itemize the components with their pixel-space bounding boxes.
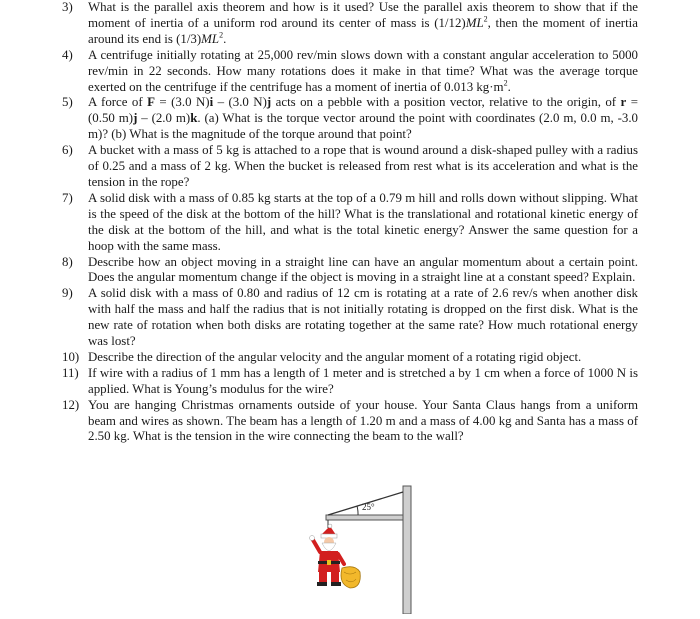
problem-text-segment: 2	[219, 30, 224, 40]
problem-text	[88, 0, 638, 46]
problem-text	[88, 350, 581, 364]
problem-item	[62, 255, 638, 287]
problem-number: 9)	[62, 286, 73, 301]
problem-item	[62, 143, 638, 191]
problem-text-segment: .	[507, 79, 511, 94]
problem-text-segment: i	[209, 95, 214, 110]
problem-number: 6)	[62, 143, 73, 158]
problem-text-segment: acts on a pebble with a position vector, relative to the origin, of	[271, 95, 621, 110]
problem-text	[88, 48, 638, 94]
problem-text	[88, 286, 638, 348]
problem-text	[88, 191, 638, 253]
problem-text-segment: .	[223, 31, 227, 46]
problem-text-segment: j	[266, 95, 272, 110]
problem-text-segment: A force of	[88, 95, 148, 110]
problem-text-segment: j	[133, 111, 138, 126]
problem-text-segment: What is the parallel axis theorem and how is it used? Use the parallel axis theorem to show that if the moment of inertia of a uniform rod around its center of mass is (1/12)	[88, 0, 638, 30]
problem-item	[62, 0, 638, 48]
problem-text-segment: 2	[483, 14, 488, 24]
problem-list	[62, 0, 638, 445]
problem-number: 11)	[62, 365, 79, 380]
problem-text-segment: k	[190, 111, 198, 126]
problem-number: 5)	[62, 95, 73, 110]
gift-sack	[341, 567, 360, 588]
problem-text-segment: F	[147, 95, 155, 110]
problem-text-segment: – (3.0 N)	[213, 95, 267, 110]
problem-item	[62, 350, 638, 366]
problem-text	[88, 366, 638, 396]
wall	[403, 486, 411, 614]
problem-item	[62, 366, 638, 398]
problem-text-segment: Describe how an object moving in a straight line can have an angular momentum about a certain point. Does the angular momentum change if the object is moving in a straight line at a constant speed? Explain.	[88, 254, 638, 285]
problem-text-segment: A solid disk with a mass of 0.80 and radius of 12 cm is rotating at a rate of 2.6 rev/s when another disk with half the mass and half the radius that is not initially rotating is dropped on the first disk. What is the new rate of rotation when both disks are rotating together at the same rate? How much rotational energy was lost?	[88, 286, 638, 349]
problem-text-segment: ML	[201, 31, 220, 46]
angle-label: 25°	[362, 502, 375, 512]
problem-text-segment: A centrifuge initially rotating at 25,000 rev/min slows down with a constant angular acceleration to 5000 rev/min in 22 seconds. How many rotations does it make in that time? What was the average torque exerted on the centrifuge if the centrifuge has a moment of inertia of 0.013 kg·m	[88, 47, 638, 94]
problem-text-segment: A solid disk with a mass of 0.85 kg starts at the top of a 0.79 m hill and rolls down without slipping. What is the speed of the disk at the bottom of the hill? What is the translational and rotational kinetic energy of the disk at the bottom of the hill, and what is the total kinetic energy? Answer the same question for a hoop with the same mass.	[88, 190, 638, 253]
problem-text-segment: . (a) What is the torque vector around the point with coordinates (2.0 m, 0.0 m, -3.0 m)? (b) What is the magnitude of the torque around that point?	[88, 111, 638, 142]
problem-text-segment: 2	[503, 78, 508, 88]
problem-text-segment: A bucket with a mass of 5 kg is attached to a rope that is wound around a disk-shaped pulley with a radius of 0.25 and a mass of 2 kg. When the bucket is released from rest what is its acceleration and what is the tension in the rope?	[88, 143, 638, 189]
problem-number: 3)	[62, 0, 73, 14]
problem-text-segment: ML	[465, 15, 484, 30]
problem-text-segment: r	[620, 95, 627, 110]
problem-text-segment: = (3.0 N)	[154, 95, 210, 110]
problem-number: 12)	[62, 397, 80, 412]
problem-text-segment: – (2.0 m)	[137, 111, 191, 126]
problem-item	[62, 398, 638, 446]
beam	[326, 515, 403, 520]
problem-item	[62, 286, 638, 350]
problem-text-segment: You are hanging Christmas ornaments outside of your house. Your Santa Claus hangs from a uniform beam and wires as shown. The beam has a length of 1.20 m and a mass of 4.00 kg and Santa has a mass of 2.50 kg. What is the tension in the wire connecting the beam to the wall?	[88, 397, 638, 444]
problem-text	[88, 143, 638, 189]
santa-beam-diagram	[300, 480, 440, 614]
problem-text-segment: Describe the direction of the angular velocity and the angular moment of a rotating rigid object.	[88, 349, 582, 364]
problem-number: 10)	[62, 349, 80, 364]
problem-text	[88, 255, 638, 285]
problem-item	[62, 95, 638, 143]
problem-number: 4)	[62, 47, 73, 62]
problem-text-segment: = (0.50 m)	[88, 95, 638, 126]
problem-text	[88, 95, 638, 141]
santa-claus	[310, 524, 345, 586]
problem-number: 7)	[62, 190, 73, 205]
problem-text	[88, 398, 638, 444]
problem-number: 8)	[62, 254, 73, 269]
angle-arc	[357, 506, 358, 515]
problem-text-segment: , then the moment of inertia around its end is (1/3)	[88, 15, 638, 46]
santa-beam-figure	[300, 480, 440, 614]
problem-item	[62, 48, 638, 96]
problem-text-segment: If wire with a radius of 1 mm has a length of 1 meter and is stretched a by 1 cm when a force of 1000 N is applied. What is Young’s modulus for the wire?	[88, 365, 638, 396]
problem-item	[62, 191, 638, 255]
